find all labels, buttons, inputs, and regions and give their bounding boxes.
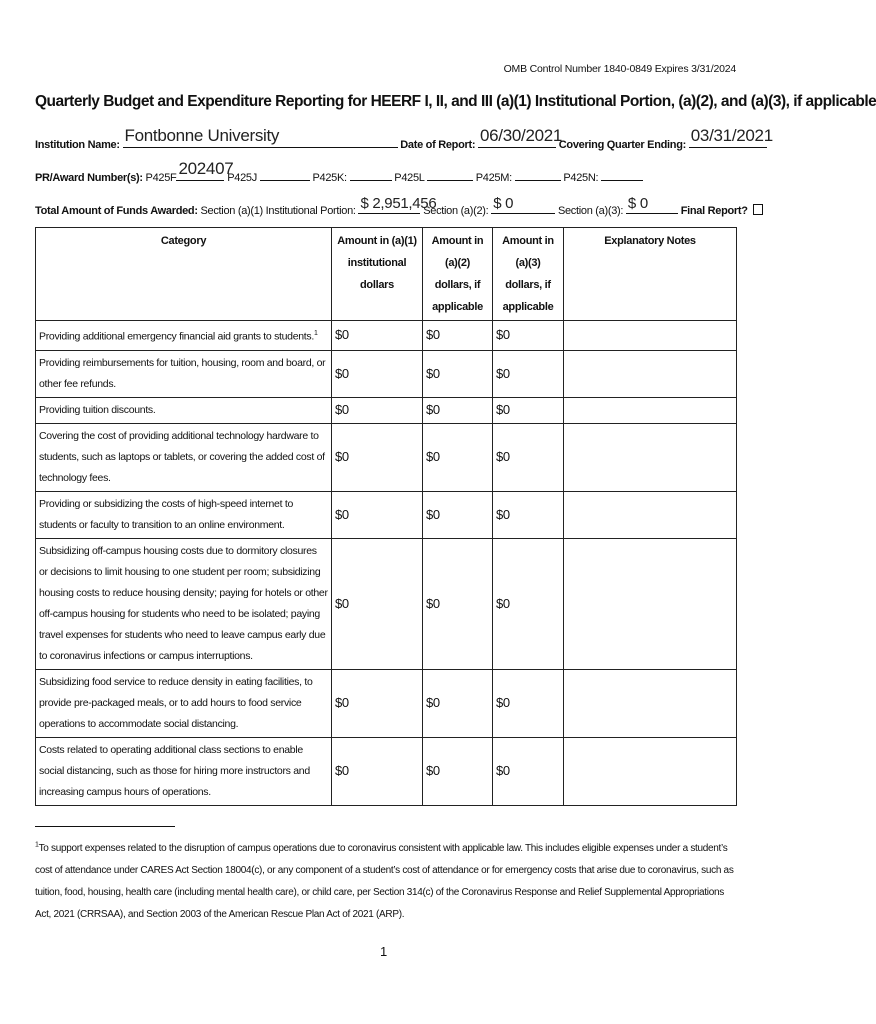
quarter-value: 03/31/2021	[690, 126, 773, 145]
row-a2-amount[interactable]: $0	[423, 397, 493, 423]
row-a3-amount[interactable]: $0	[493, 737, 564, 805]
row-category-text: Providing additional emergency financial aid grants to students.	[39, 330, 314, 343]
table-row	[36, 350, 737, 397]
row-a1-amount[interactable]: $0	[332, 423, 423, 491]
p425j-label: P425J	[227, 172, 257, 184]
row-category	[36, 321, 332, 351]
row-a3-amount[interactable]: $0	[493, 321, 564, 351]
row-notes[interactable]	[564, 538, 737, 669]
p425m-field[interactable]	[515, 168, 561, 181]
row-a3-amount[interactable]: $0	[493, 538, 564, 669]
row-a1-amount[interactable]: $0	[332, 737, 423, 805]
institution-label: Institution Name:	[35, 139, 120, 151]
header-category: Category	[36, 228, 332, 321]
institution-line	[35, 126, 773, 151]
date-value: 06/30/2021	[479, 126, 563, 145]
row-a3-amount[interactable]: $0	[493, 491, 564, 538]
a3-funds-label: Section (a)(3):	[557, 205, 624, 217]
p425f-field[interactable]	[176, 159, 234, 181]
footnote-divider	[35, 826, 175, 827]
row-category: Providing tuition discounts.	[36, 397, 332, 423]
a2-funds-field[interactable]	[491, 195, 555, 214]
institution-field[interactable]	[123, 126, 398, 148]
table-row	[36, 321, 737, 351]
row-a2-amount[interactable]: $0	[423, 538, 493, 669]
p425n-field[interactable]	[601, 168, 643, 181]
row-a2-amount[interactable]: $0	[423, 350, 493, 397]
final-report-label: Final Report?	[680, 205, 748, 217]
institution-value: Fontbonne University	[124, 126, 280, 145]
a2-funds-label: Section (a)(2):	[423, 205, 489, 217]
row-a3-amount[interactable]: $0	[493, 397, 564, 423]
page-number: 1	[380, 944, 388, 959]
row-notes[interactable]	[564, 423, 737, 491]
row-a3-amount[interactable]: $0	[493, 423, 564, 491]
header-a2: Amount in (a)(2) dollars, if applicable	[423, 228, 493, 321]
row-notes[interactable]	[564, 737, 737, 805]
table-row	[36, 491, 737, 538]
row-a1-amount[interactable]: $0	[332, 397, 423, 423]
p425f-value: 202407	[178, 159, 234, 178]
row-notes[interactable]	[564, 321, 737, 351]
a1-funds-field[interactable]	[358, 195, 437, 214]
table-row	[36, 737, 737, 805]
row-a1-amount[interactable]: $0	[332, 350, 423, 397]
row-category: Providing reimbursements for tuition, housing, room and board, or other fee refunds.	[36, 350, 332, 397]
row-a2-amount[interactable]: $0	[423, 737, 493, 805]
row-a1-amount[interactable]: $0	[332, 321, 423, 351]
footnote-text: To support expenses related to the disruption of campus operations due to coronavirus consistent with applicable law. This includes eligible expenses under a student’s cost of attendance under CARES Act Section 18004(c), or any component of a student’s cost of attendance or for emergency costs that arise due to coronavirus, such as tuition, food, housing, health care (including mental health care), or child care, per Section 314(c) of the Coronavirus Response and Relief Supplemental Appropriations Act, 2021 (CRRSAA), and Section 2003 of the American Rescue Plan Act of 2021 (ARP).	[35, 843, 734, 920]
footnote	[35, 838, 740, 926]
header-notes: Explanatory Notes	[564, 228, 737, 321]
row-notes[interactable]	[564, 491, 737, 538]
quarter-label: Covering Quarter Ending:	[558, 139, 687, 151]
row-a2-amount[interactable]: $0	[423, 321, 493, 351]
p425f-label: P425F	[145, 172, 177, 184]
table-row	[36, 397, 737, 423]
p425l-label: P425L	[394, 172, 425, 184]
row-a2-amount[interactable]: $0	[423, 491, 493, 538]
date-field[interactable]	[478, 126, 563, 148]
header-a3: Amount in (a)(3) dollars, if applicable	[493, 228, 564, 321]
row-category: Covering the cost of providing additional technology hardware to students, such as laptops or tablets, or covering the added cost of technology fees.	[36, 423, 332, 491]
row-a2-amount[interactable]: $0	[423, 669, 493, 737]
row-notes[interactable]	[564, 397, 737, 423]
a1-funds-value: $ 2,951,456	[360, 195, 437, 212]
award-label: PR/Award Number(s):	[35, 172, 143, 184]
a2-funds-value: $ 0	[493, 195, 514, 212]
footnote-number: 1	[35, 841, 39, 849]
total-funds-label: Total Amount of Funds Awarded:	[35, 205, 198, 217]
funds-line	[35, 195, 763, 217]
header-a1: Amount in (a)(1) institutional dollars	[332, 228, 423, 321]
p425k-field[interactable]	[350, 168, 392, 181]
p425j-field[interactable]	[260, 168, 310, 181]
a3-funds-field[interactable]	[626, 195, 678, 214]
quarter-field[interactable]	[689, 126, 773, 148]
date-label: Date of Report:	[400, 139, 476, 151]
p425m-label: P425M:	[475, 172, 512, 184]
omb-control-number: OMB Control Number 1840-0849 Expires 3/31/2024	[503, 63, 736, 75]
row-a1-amount[interactable]: $0	[332, 669, 423, 737]
p425n-label: P425N:	[563, 172, 599, 184]
row-a2-amount[interactable]: $0	[423, 423, 493, 491]
a3-funds-value: $ 0	[627, 195, 648, 212]
row-a3-amount[interactable]: $0	[493, 669, 564, 737]
p425k-label: P425K:	[312, 172, 347, 184]
row-notes[interactable]	[564, 350, 737, 397]
table-header-row	[36, 228, 737, 321]
row-a1-amount[interactable]: $0	[332, 538, 423, 669]
final-report-checkbox[interactable]	[753, 204, 763, 215]
row-category: Providing or subsidizing the costs of high-speed internet to students or faculty to transition to an online environment.	[36, 491, 332, 538]
row-category: Costs related to operating additional class sections to enable social distancing, such as those for hiring more instructors and increasing campus hours of operations.	[36, 737, 332, 805]
table-row	[36, 669, 737, 737]
footnote-ref: 1	[313, 330, 318, 337]
form-title: Quarterly Budget and Expenditure Reporting for HEERF I, II, and III (a)(1) Institutional Portion, (a)(2), and (a)(3), if applicable	[35, 93, 876, 110]
a1-funds-label: Section (a)(1) Institutional Portion:	[200, 205, 356, 217]
row-category: Subsidizing off-campus housing costs due to dormitory closures or decisions to limit housing to one student per room; subsidizing housing costs to reduce housing density; paying for hotels or other off-campus housing for students who need to be isolated; paying travel expenses for students who need to leave campus early due to coronavirus infections or campus interruptions.	[36, 538, 332, 669]
row-a3-amount[interactable]: $0	[493, 350, 564, 397]
row-a1-amount[interactable]: $0	[332, 491, 423, 538]
award-line	[35, 159, 643, 184]
p425l-field[interactable]	[427, 168, 473, 181]
table-row	[36, 423, 737, 491]
budget-table	[35, 227, 737, 806]
table-row	[36, 538, 737, 669]
row-notes[interactable]	[564, 669, 737, 737]
row-category: Subsidizing food service to reduce density in eating facilities, to provide pre-packaged meals, or to add hours to food service operations to accommodate social distancing.	[36, 669, 332, 737]
